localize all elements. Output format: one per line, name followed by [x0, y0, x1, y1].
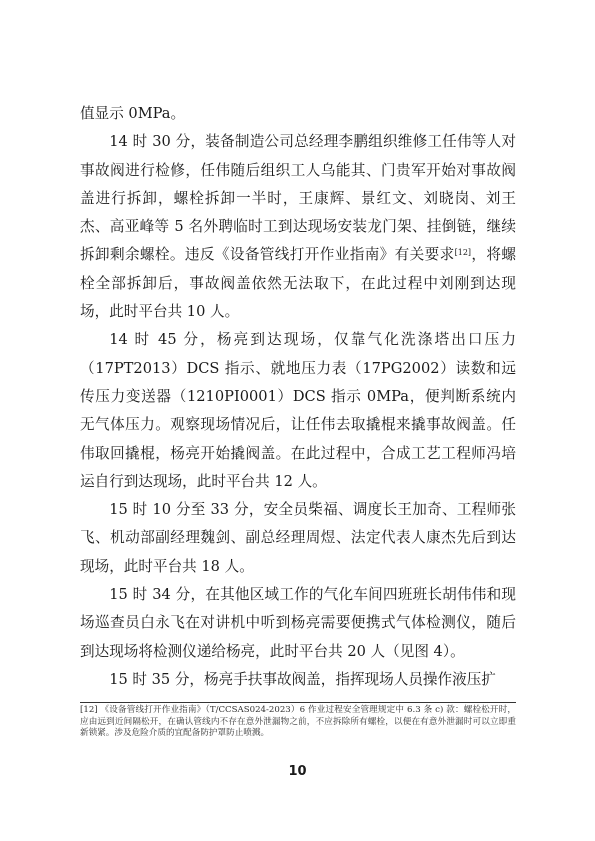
body-text [80, 100, 516, 694]
paragraph-1535: 15 时 35 分，杨亮手扶事故阀盖，指挥现场人员操作液压扩 [109, 670, 496, 688]
footnote-divider [80, 702, 516, 703]
paragraph-1534: 15 时 34 分，在其他区域工作的气化车间四班班长胡伟伟和现场巡查员白永飞在对讲机中听到杨亮需要便携式气体检测仪，随后到达现场将检测仪递给杨亮，此时平台共 20 人（见图 4）。 [80, 586, 516, 660]
page-number: 10 [288, 764, 307, 779]
paragraph-1430 [80, 128, 516, 326]
paragraph-1430-text-a: 14 时 30 分，装备制造公司总经理李鹏组织维修工任伟等人对事故阀进行检修，任伟随后组织工人乌能其、门贵军开始对事故阀盖进行拆卸，螺栓拆卸一半时，王康辉、景红文、刘晓岗、刘王杰、高亚峰等 5 名外聘临时工到达现场安装龙门架、挂倒链，继续拆卸剩余螺栓。违反《设备管线打开作业指南》有关要求 [80, 133, 516, 264]
footnote-12: [12] 《设备管线打开作业指南》（T/CCSAS024-2023）6 作业过程安全管理规定中 6.3 条 c) 款：螺栓松开时，应由远到近间隔松开，在确认管线内不存在意外泄漏物之前，不应拆除所有螺栓，以便在有意外泄漏时可以立即重新锁紧。涉及危险介质的宜配备防护罩防止喷溅。 [80, 705, 516, 738]
paragraph-1445: 14 时 45 分，杨亮到达现场，仅靠气化洗涤塔出口压力（17PT2013）DCS 指示、就地压力表（17PG2002）读数和远传压力变送器（1210PI0001）DCS 指示 0MPa，便判断系统内无气体压力。观察现场情况后，让任伟去取撬棍来撬事故阀盖。任伟取回撬棍，杨亮开始撬阀盖。在此过程中，合成工艺工程师冯培运自行到达现场，此时平台共 12 人。 [80, 331, 516, 490]
paragraph-1430-text-b: ，将螺栓全部拆卸后，事故阀盖依然无法取下，在此过程中刘刚到达现场，此时平台共 10 人。 [80, 246, 516, 321]
paragraph-continuation: 值显示 0MPa。 [80, 105, 186, 122]
footnote-reference-12: [12] [454, 248, 472, 258]
paragraph-1510: 15 时 10 分至 33 分，安全员柴福、调度长王加奇、工程师张飞、机动部副经理魏剑、副总经理周煜、法定代表人康杰先后到达现场，此时平台共 18 人。 [80, 501, 516, 575]
